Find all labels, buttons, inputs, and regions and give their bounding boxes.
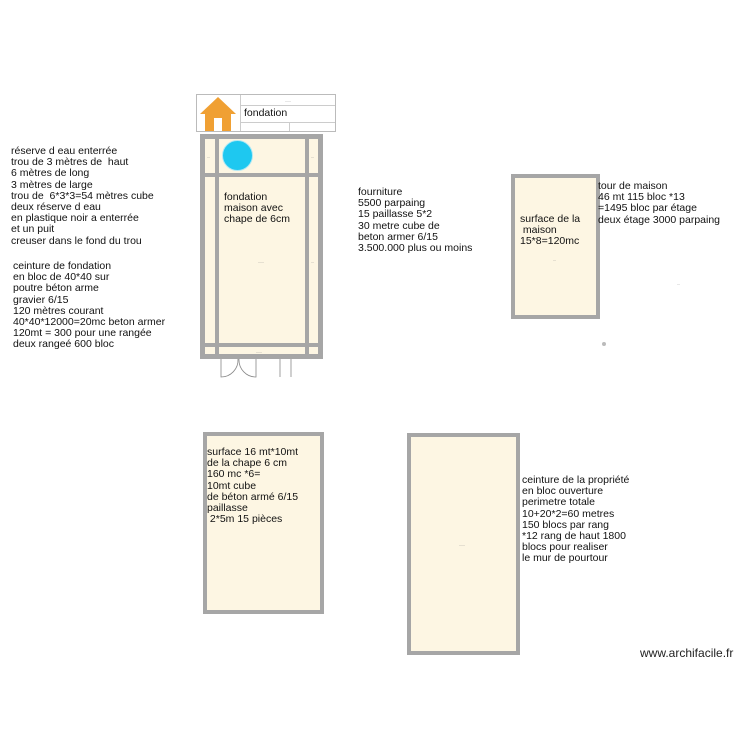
property-belt-note: ceinture de la propriété en bloc ouverture perimetre totale 10+20*2=60 metres 150 blocs par rang *12 rang de haut 1800 blocs pour realiser le mur de pourtour (522, 474, 630, 565)
foundation-belt-note: ceinture de fondation en bloc de 40*40 sur poutre béton arme gravier 6/15 120 mètres courant 40*40*12000=20mc beton armer 120mt = 300 pour une rangée deux rangeé 600 bloc (13, 260, 166, 351)
house-tower-note: tour de maison 46 mt 115 bloc *13 =1495 bloc par étage deux étage 3000 parpaing (598, 180, 721, 226)
title-block: —— fondation (196, 94, 336, 132)
house-surface-label: surface de la maison 15*8=120mc (520, 213, 581, 248)
slab-surface-label: surface 16 mt*10mt de la chape 6 cm 160 mc *6= 10mt cube de béton armé 6/15 paillasse 2*5m 15 pièces (207, 446, 299, 526)
foundation-room-label: fondation maison avec chape de 6cm (224, 191, 290, 226)
water-reserve-note: réserve d eau enterrée trou de 3 mètres de haut 6 mètres de long 3 mètres de large trou de 6*3*3=54 mètres cube deux réserve d eau en plastique noir a enterrée et un puit creuser dans le fond du trou (11, 145, 154, 247)
house-icon (198, 95, 238, 132)
well-icon (222, 140, 253, 171)
supplies-note: fourniture 5500 parpaing 15 paillasse 5*2 30 metre cube de beton armer 6/15 3.500.000 plus ou moins (358, 186, 473, 255)
watermark: www.archifacile.fr (640, 646, 734, 660)
title-label: fondation (244, 107, 288, 119)
